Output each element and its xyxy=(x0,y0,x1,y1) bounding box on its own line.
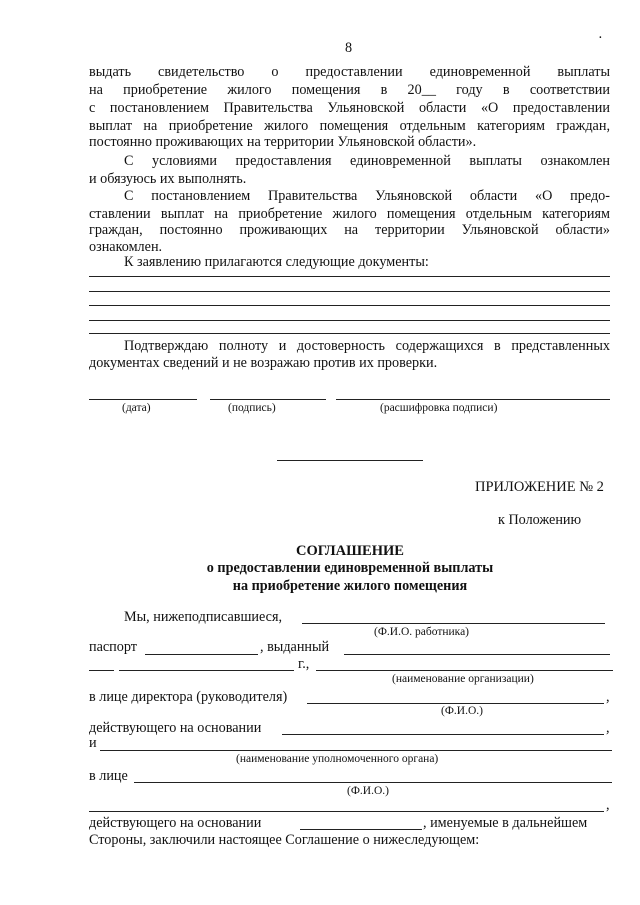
corner-mark: · xyxy=(598,30,603,46)
passport-issued-by-field[interactable] xyxy=(344,654,610,655)
signature-decoding-caption: (расшифровка подписи) xyxy=(380,402,498,414)
director-label: в лице директора (руководителя) xyxy=(89,689,288,705)
issue-day-field[interactable] xyxy=(89,670,114,671)
appendix-to: к Положению xyxy=(498,512,582,528)
date-line[interactable] xyxy=(89,399,197,400)
comma: , xyxy=(606,720,610,736)
passport-label: паспорт xyxy=(89,639,137,655)
director-caption: (Ф.И.О.) xyxy=(441,705,483,717)
comma: , xyxy=(606,797,610,813)
acting-basis-field[interactable] xyxy=(282,734,604,735)
blank-line[interactable] xyxy=(89,291,610,292)
blank-line[interactable] xyxy=(89,276,610,277)
section-separator xyxy=(277,460,423,461)
text-line: документах сведений и не возражаю против их проверки. xyxy=(89,355,438,371)
organization-field[interactable] xyxy=(316,670,613,671)
comma: , xyxy=(606,689,610,705)
issue-date-field[interactable] xyxy=(119,670,294,671)
page-number: 8 xyxy=(345,40,353,56)
acting-label-2: действующего на основании xyxy=(89,815,262,831)
appendix-title: ПРИЛОЖЕНИЕ № 2 xyxy=(475,479,604,495)
agreement-title: СОГЛАШЕНИЕ xyxy=(296,543,404,559)
text-line: с постановлением Правительства Ульяновской области «О предоставлении xyxy=(89,100,610,116)
text-line: ставлении выплат на приобретение жилого помещения отдельным категориям xyxy=(89,206,610,222)
organization-caption: (наименование организации) xyxy=(392,673,534,685)
employee-caption: (Ф.И.О. работника) xyxy=(374,626,470,638)
date-caption: (дата) xyxy=(122,402,151,414)
signature-line[interactable] xyxy=(210,399,326,400)
acting-basis-field-2[interactable] xyxy=(300,829,422,830)
documents-intro: К заявлению прилагаются следующие документы: xyxy=(124,254,429,270)
text-line: выплат на приобретение жилого помещения отдельным категориям граждан, xyxy=(89,118,610,134)
blank-line[interactable] xyxy=(89,305,610,306)
text-line: Подтверждаю полноту и достоверность содержащихся в представленных xyxy=(124,338,610,354)
text-line: на приобретение жилого помещения в 20__ году в соответствии xyxy=(89,82,610,98)
text-line: С условиями предоставления единовременной выплаты ознакомлен xyxy=(124,153,610,169)
acting-label: действующего на основании xyxy=(89,720,262,736)
authority-caption: (наименование уполномоченного органа) xyxy=(236,753,439,765)
person-name-field[interactable] xyxy=(134,782,612,783)
named-label: , именуемые в дальнейшем xyxy=(423,815,588,831)
year-label: г., xyxy=(298,656,310,672)
authority-field[interactable] xyxy=(100,750,612,751)
blank-line[interactable] xyxy=(89,333,610,334)
agreement-subtitle-2: на приобретение жилого помещения xyxy=(232,578,468,594)
in-person-label: в лице xyxy=(89,768,128,784)
signature-caption: (подпись) xyxy=(228,402,276,414)
text-line: граждан, постоянно проживающих на территории Ульяновской области» xyxy=(89,222,610,238)
and-label: и xyxy=(89,735,97,751)
we-label: Мы, нижеподписавшиеся, xyxy=(124,609,283,625)
parties-line: Стороны, заключили настоящее Соглашение о нижеследующем: xyxy=(89,832,480,848)
passport-number-field[interactable] xyxy=(145,654,258,655)
text-line: выдать свидетельство о предоставлении единовременной выплаты xyxy=(89,64,610,80)
person-caption: (Ф.И.О.) xyxy=(347,785,389,797)
issued-label: , выданный xyxy=(260,639,330,655)
signature-decoding-line[interactable] xyxy=(336,399,610,400)
employee-name-field[interactable] xyxy=(302,623,605,624)
blank-line[interactable] xyxy=(89,320,610,321)
agreement-subtitle-1: о предоставлении единовременной выплаты xyxy=(206,560,494,576)
blank-line[interactable] xyxy=(89,811,604,812)
text-line: и обязуюсь их выполнять. xyxy=(89,171,247,187)
text-line: С постановлением Правительства Ульяновской области «О предо- xyxy=(124,188,610,204)
text-line: ознакомлен. xyxy=(89,239,163,255)
director-name-field[interactable] xyxy=(307,703,604,704)
text-line: постоянно проживающих на территории Ульяновской области». xyxy=(89,134,477,150)
